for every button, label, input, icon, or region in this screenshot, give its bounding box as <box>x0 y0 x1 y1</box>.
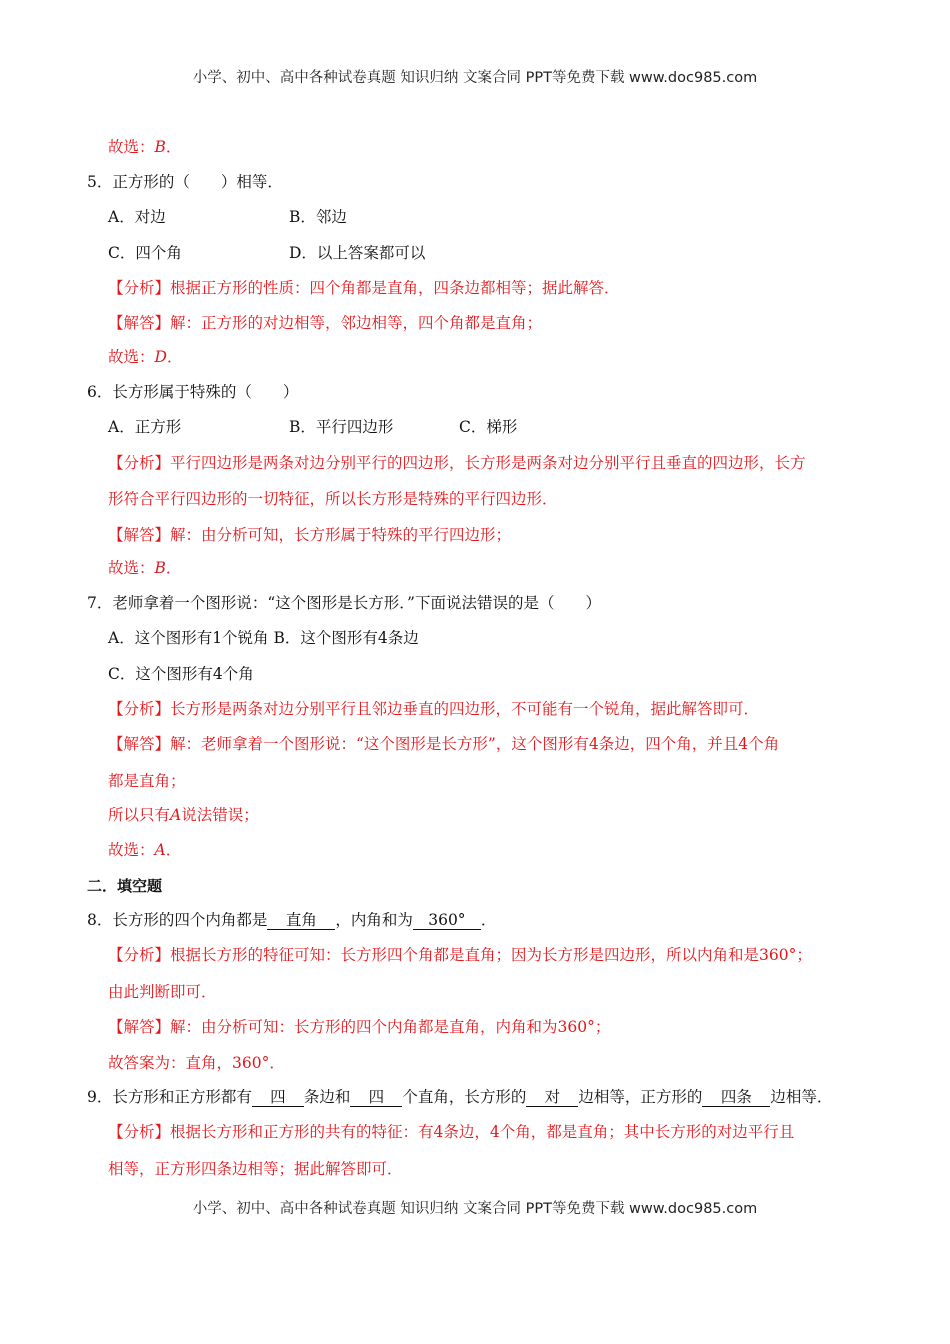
blank-answer-1: 直角 <box>267 911 335 930</box>
q7-solution-line-1: 【解答】解：老师拿着一个图形说：“这个图形是长方形”，这个图形有4条边，四个角，并且4个角 <box>108 735 780 753</box>
q9-stem <box>87 1087 832 1107</box>
blank-answer-4: 四条 <box>702 1088 770 1107</box>
q6-stem: 6．长方形属于特殊的（ ） <box>87 383 299 401</box>
q7-stem: 7．老师拿着一个图形说：“这个图形是长方形．”下面说法错误的是（ ） <box>87 594 601 612</box>
page-header: 小学、初中、高中各种试卷真题 知识归纳 文案合同 PPT等免费下载 www.doc985.com <box>192 70 758 86</box>
q6-answer <box>108 558 181 578</box>
q7-answer <box>108 840 181 860</box>
q9-analysis-line-2: 相等，正方形四条边相等；据此解答即可． <box>108 1160 403 1178</box>
q5-analysis: 【分析】根据正方形的性质：四个角都是直角，四条边都相等；据此解答． <box>108 279 620 297</box>
q5-option-b: B．邻边 <box>289 208 347 226</box>
q7-option-ab: A．这个图形有1个锐角 B．这个图形有4条边 <box>108 629 419 647</box>
answer-prefix: 故选： <box>108 559 155 577</box>
q6-option-a: A．正方形 <box>108 418 182 436</box>
answer-suffix: ． <box>166 348 183 366</box>
stem-text: 边相等． <box>770 1088 833 1106</box>
prev-answer <box>108 137 181 157</box>
blank-answer-2: 四 <box>350 1088 402 1107</box>
q6-option-b: B．平行四边形 <box>289 418 394 436</box>
answer-prefix: 故选： <box>108 138 155 156</box>
q8-answer: 故答案为：直角，360°． <box>108 1054 285 1072</box>
solution-suffix: 说法错误； <box>181 806 259 824</box>
answer-letter: D <box>154 348 167 366</box>
blank-answer-2: 360° <box>413 911 481 930</box>
q5-stem: 5．正方形的（ ）相等． <box>87 173 283 191</box>
q5-option-d: D．以上答案都可以 <box>289 244 426 262</box>
q6-analysis-line-2: 形符合平行四边形的一切特征，所以长方形是特殊的平行四边形． <box>108 490 558 508</box>
q5-option-a: A．对边 <box>108 208 166 226</box>
stem-text: ． <box>480 911 497 929</box>
stem-text: 8．长方形的四个内角都是 <box>87 911 268 929</box>
q6-option-c: C．梯形 <box>459 418 518 436</box>
stem-text: 9．长方形和正方形都有 <box>87 1088 252 1106</box>
answer-suffix: ． <box>165 559 182 577</box>
q8-stem <box>87 910 496 930</box>
solution-letter: A <box>170 806 182 824</box>
solution-prefix: 所以只有 <box>108 806 171 824</box>
q9-analysis-line-1: 【分析】根据长方形和正方形的共有的特征：有4条边，4个角，都是直角；其中长方形的对边平行且 <box>108 1123 795 1141</box>
q7-analysis: 【分析】长方形是两条对边分别平行且邻边垂直的四边形，不可能有一个锐角，据此解答即可． <box>108 700 760 718</box>
section-title: 二．填空题 <box>87 877 163 895</box>
stem-text: ，内角和为 <box>335 911 413 929</box>
q6-analysis-line-1: 【分析】平行四边形是两条对边分别平行的四边形，长方形是两条对边分别平行且垂直的四边形，长方 <box>108 454 806 472</box>
answer-prefix: 故选： <box>108 348 155 366</box>
q7-option-c: C．这个图形有4个角 <box>108 665 254 683</box>
page-footer: 小学、初中、高中各种试卷真题 知识归纳 文案合同 PPT等免费下载 www.doc985.com <box>192 1201 758 1217</box>
q8-solution: 【解答】解：由分析可知：长方形的四个内角都是直角，内角和为360°； <box>108 1018 611 1036</box>
answer-suffix: ． <box>165 841 182 859</box>
answer-prefix: 故选： <box>108 841 155 859</box>
q5-option-c: C．四个角 <box>108 244 182 262</box>
q5-answer <box>108 347 182 367</box>
q8-analysis-line-2: 由此判断即可． <box>108 983 217 1001</box>
stem-text: 条边和 <box>303 1088 351 1106</box>
q8-analysis-line-1: 【分析】根据长方形的特征可知：长方形四个角都是直角；因为长方形是四边形，所以内角和是360°； <box>108 946 812 964</box>
answer-letter: B <box>154 138 166 156</box>
answer-suffix: ． <box>165 138 182 156</box>
answer-letter: B <box>154 559 166 577</box>
q6-solution: 【解答】解：由分析可知，长方形属于特殊的平行四边形； <box>108 526 512 544</box>
blank-answer-1: 四 <box>252 1088 304 1107</box>
q5-solution: 【解答】解：正方形的对边相等，邻边相等，四个角都是直角； <box>108 314 543 332</box>
stem-text: 个直角，长方形的 <box>402 1088 527 1106</box>
q7-solution-line-2: 都是直角； <box>108 772 186 790</box>
q7-solution-line-3 <box>108 805 259 825</box>
answer-letter: A <box>154 841 166 859</box>
stem-text: 边相等，正方形的 <box>578 1088 703 1106</box>
blank-answer-3: 对 <box>526 1088 578 1107</box>
